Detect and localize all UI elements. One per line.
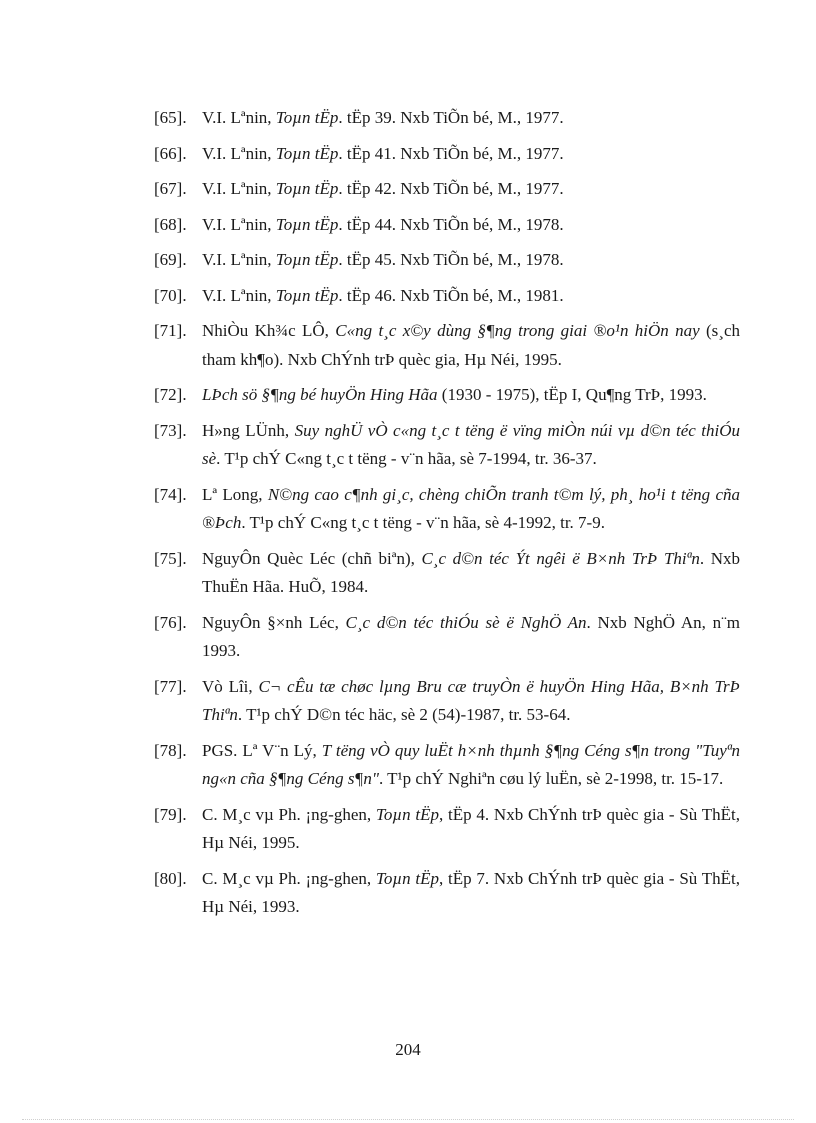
- reference-text: [202, 246, 740, 275]
- reference-number: [76].: [154, 612, 187, 632]
- reference-details: . T¹p chÝ C«ng t¸c t tëng - v¨n hãa, sè 7-1994, tr. 36-37.: [216, 449, 597, 468]
- reference-title: Toµn tËp: [375, 804, 439, 824]
- reference-number: [69].: [154, 250, 187, 269]
- reference-author: C. M¸c vµ Ph. ¡ng-ghen,: [202, 868, 376, 888]
- reference-title: Toµn tËp: [275, 214, 339, 234]
- reference-details: (s¸ch tham kh¶o). Nxb ChÝnh trÞ quèc gia, Hµ Néi, 1995.: [202, 321, 741, 369]
- reference-details: . Nxb ThuËn Hãa. HuÕ, 1984.: [202, 548, 740, 596]
- reference-text: [202, 211, 740, 240]
- reference-number: [80].: [154, 868, 187, 888]
- reference-item: [154, 737, 740, 794]
- reference-details: . tËp 44. Nxb TiÕn bé, M., 1978.: [338, 214, 564, 234]
- reference-title: Toµn tËp: [275, 143, 339, 163]
- reference-author: NguyÔn §×nh Léc,: [202, 612, 346, 632]
- reference-number: [70].: [154, 285, 187, 305]
- page-bottom-divider: [22, 1119, 794, 1120]
- reference-title: C¸c d©n téc Ýt ngêi ë B×nh TrÞ Thiªn: [421, 548, 700, 568]
- reference-details: , tËp 7. Nxb ChÝnh trÞ quèc gia - Sù ThËt, Hµ Néi, 1993.: [202, 868, 741, 916]
- reference-details: . tËp 39. Nxb TiÕn bé, M., 1977.: [338, 108, 564, 127]
- reference-title: N©ng cao c¶nh gi¸c, chèng chiÕn tranh t©m lý, ph¸ ho¹i t tëng cña ®Þch: [202, 484, 741, 532]
- reference-author: V.I. Lªnin,: [202, 285, 276, 305]
- reference-author: H»ng LÜnh,: [202, 420, 295, 440]
- reference-details: . tËp 42. Nxb TiÕn bé, M., 1977.: [338, 179, 564, 198]
- reference-author: V.I. Lªnin,: [202, 179, 276, 198]
- reference-details: . T¹p chÝ C«ng t¸c t tëng - v¨n hãa, sè 4-1992, tr. 7-9.: [241, 513, 605, 532]
- reference-item: [154, 609, 740, 666]
- reference-text: [202, 417, 740, 474]
- reference-item: [154, 140, 740, 169]
- reference-number: [73].: [154, 420, 187, 440]
- reference-title: Toµn tËp: [275, 285, 339, 305]
- reference-text: [202, 317, 740, 374]
- reference-author: Lª Long,: [202, 484, 268, 504]
- reference-details: . T¹p chÝ Nghiªn cøu lý luËn, sè 2-1998, tr. 15-17.: [378, 769, 724, 788]
- reference-text: [202, 865, 740, 922]
- reference-title: LÞch sö §¶ng bé huyÖn Hing Hãa: [202, 385, 438, 404]
- reference-details: . T¹p chÝ D©n téc häc, sè 2 (54)-1987, tr. 53-64.: [237, 705, 571, 724]
- reference-number: [67].: [154, 179, 187, 198]
- reference-author: Vò Lîi,: [202, 676, 259, 696]
- reference-item: [154, 865, 740, 922]
- reference-details: , tËp 4. Nxb ChÝnh trÞ quèc gia - Sù ThËt, Hµ Néi, 1995.: [202, 804, 741, 852]
- reference-text: [202, 175, 740, 204]
- reference-title: C«ng t¸c x©y dùng §¶ng trong giai ®o¹n hiÖn nay: [335, 321, 700, 340]
- reference-number: [66].: [154, 143, 187, 163]
- reference-item: [154, 246, 740, 275]
- reference-title: C¬ cÊu tæ chøc lµng Bru cæ truyÒn ë huyÖn Hing Hãa, B×nh TrÞ Thiªn: [202, 676, 740, 724]
- reference-author: NguyÔn Quèc Léc (chñ biªn),: [202, 548, 422, 568]
- reference-author: C. M¸c vµ Ph. ¡ng-ghen,: [202, 804, 376, 824]
- reference-author: V.I. Lªnin,: [202, 214, 276, 234]
- reference-title: Toµn tËp: [275, 179, 339, 198]
- reference-number: [71].: [154, 321, 187, 340]
- reference-author: V.I. Lªnin,: [202, 250, 276, 269]
- reference-details: . tËp 46. Nxb TiÕn bé, M., 1981.: [338, 285, 564, 305]
- reference-text: [202, 545, 740, 602]
- reference-item: [154, 175, 740, 204]
- reference-title: Suy nghÜ vÒ c«ng t¸c t tëng ë vïng miÒn núi vµ d©n téc thiÓu sè: [202, 420, 740, 468]
- reference-item: [154, 417, 740, 474]
- reference-number: [78].: [154, 740, 187, 760]
- reference-item: [154, 801, 740, 858]
- reference-text: [202, 609, 740, 666]
- reference-item: [154, 481, 740, 538]
- reference-text: [202, 481, 740, 538]
- reference-title: Toµn tËp: [275, 108, 339, 127]
- reference-number: [75].: [154, 548, 187, 568]
- reference-text: [202, 673, 740, 730]
- reference-title: Toµn tËp: [275, 250, 339, 269]
- reference-text: [202, 381, 740, 410]
- reference-author: V.I. Lªnin,: [202, 108, 276, 127]
- reference-item: [154, 673, 740, 730]
- reference-number: [65].: [154, 108, 187, 127]
- reference-text: [202, 140, 740, 169]
- reference-text: [202, 282, 740, 311]
- reference-details: . Nxb NghÖ An, n¨m 1993.: [202, 612, 740, 660]
- reference-details: (1930 - 1975), tËp I, Qu¶ng TrÞ, 1993.: [437, 385, 707, 404]
- reference-number: [68].: [154, 214, 187, 234]
- reference-number: [77].: [154, 676, 187, 696]
- reference-title: C¸c d©n téc thiÓu sè ë NghÖ An: [345, 612, 587, 632]
- reference-title: Toµn tËp: [375, 868, 439, 888]
- reference-author: V.I. Lªnin,: [202, 143, 276, 163]
- reference-details: . tËp 45. Nxb TiÕn bé, M., 1978.: [338, 250, 564, 269]
- reference-number: [72].: [154, 385, 187, 404]
- reference-author: PGS. Lª V¨n Lý,: [202, 740, 322, 760]
- reference-text: [202, 737, 740, 794]
- reference-item: [154, 282, 740, 311]
- reference-title: T tëng vÒ quy luËt h×nh thµnh §¶ng Céng s¶n trong "Tuyªn ng«n cña §¶ng Céng s¶n": [202, 740, 741, 788]
- reference-list: [154, 104, 740, 929]
- reference-item: [154, 381, 740, 410]
- reference-details: . tËp 41. Nxb TiÕn bé, M., 1977.: [338, 143, 564, 163]
- reference-number: [74].: [154, 484, 187, 504]
- reference-item: [154, 211, 740, 240]
- reference-item: [154, 317, 740, 374]
- reference-item: [154, 545, 740, 602]
- reference-text: [202, 104, 740, 133]
- reference-author: NhiÒu Kh¾c LÔ,: [202, 321, 336, 340]
- page-number: 204: [395, 1040, 421, 1059]
- reference-item: [154, 104, 740, 133]
- reference-number: [79].: [154, 804, 187, 824]
- reference-text: [202, 801, 740, 858]
